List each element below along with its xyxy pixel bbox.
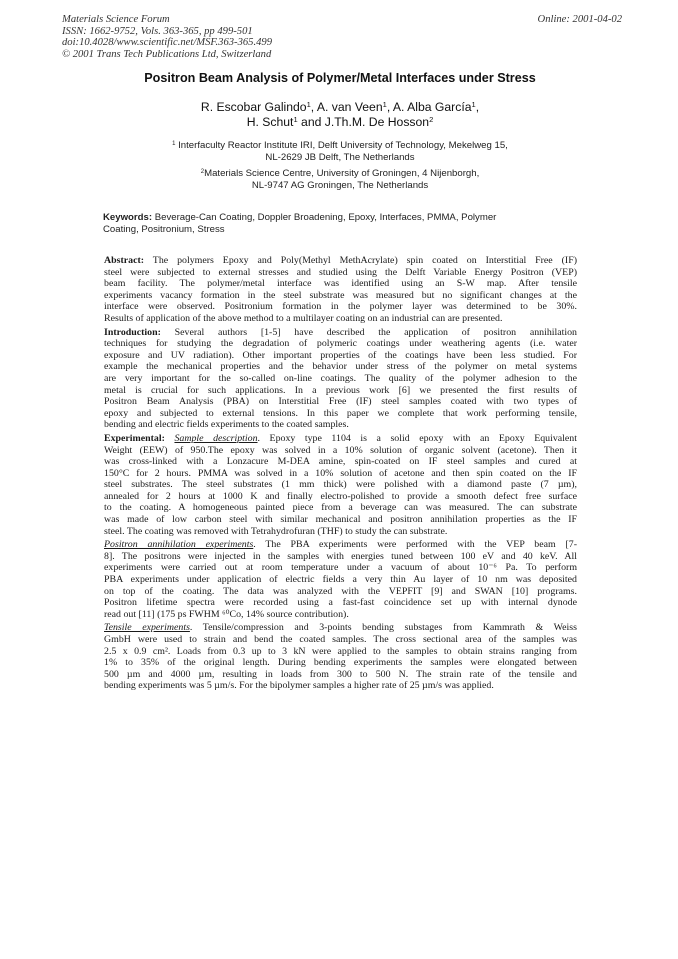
text-line: [104, 551, 577, 563]
author-affiliation-marker: 2: [429, 115, 434, 125]
line-text: 2.5 x 0.9 cm². Loads from 0.3 up to 3 kN were applied to the samples to obtain strains ranging from: [104, 645, 577, 657]
line-text: interface were observed. Positronium formation in the polymer layer was determined to be 30%.: [104, 301, 577, 313]
line-text: 500 µm and 4000 µm, resulting in loads from 300 to 500 N. The strain rate of the tensile and: [104, 668, 577, 680]
paper-title: Positron Beam Analysis of Polymer/Metal Interfaces under Stress: [144, 71, 536, 85]
keywords-block: [103, 212, 533, 236]
affiliation-2: [90, 168, 590, 191]
copyright-line: © 2001 Trans Tech Publications Ltd, Switzerland: [62, 48, 272, 60]
line-text: annealed for 2 hours at 1000 K and finally electro-polished to provide a smooth defect free surface: [104, 490, 577, 502]
body-paragraph: [104, 327, 577, 431]
line-text: Positron lifetime spectra were recorded using a fast-fast coincidence set up with internal dynode: [104, 597, 577, 609]
body-paragraph: [104, 255, 577, 325]
text-line: [104, 622, 577, 634]
doi-line[interactable]: doi:10.4028/www.scientific.net/MSF.363-365.499: [62, 37, 272, 48]
subsection-label: Positron annihilation experiments: [104, 539, 254, 551]
text-line: [104, 597, 577, 609]
text-line: [104, 479, 577, 491]
line-text: example the mechanical properties and the behavior under stress of the polymer on metal systems: [104, 361, 577, 373]
line-text: The polymers Epoxy and Poly(Methyl MethAcrylate) spin coated on Interstitial Free (IF): [144, 255, 577, 266]
author-name: , A. van Veen: [310, 100, 383, 114]
line-text: steel were subjected to external stresses and studied using the Delft Variable Energy Positron (VEP): [104, 266, 577, 278]
affiliation-2-marker: 2: [200, 169, 205, 176]
line-text: experiments were carried out at room temperature under a vacuum of about 10⁻⁶ Pa. To perform: [104, 562, 577, 574]
subsection-label: Sample description: [174, 432, 258, 444]
line-text: 1% to 35% of the original length. During bending experiments the samples were elongated between: [104, 657, 577, 669]
line-text: techniques for studying the degradation of polymeric coatings under weathering agents (i.e. water: [104, 338, 577, 350]
text-line: [104, 634, 577, 646]
line-text: exposure and UV radiation). Other important properties of the coatings have been less studied. For: [104, 349, 577, 361]
author-affiliation-marker: 1: [293, 115, 298, 125]
text-line: [104, 396, 577, 408]
body-paragraph: [104, 622, 577, 692]
text-line: [104, 539, 577, 551]
author-affiliation-marker: 1: [306, 100, 311, 110]
author-name: and J.Th.M. De Hosson: [297, 115, 430, 129]
text-line: [104, 574, 577, 586]
section-label: Experimental:: [104, 432, 165, 444]
line-text: . Tensile/compression and 3-points bending substages from Kammrath & Weiss: [189, 622, 577, 634]
text-line: [104, 646, 577, 658]
line-text: beam facility. The polymer/metal interface was identified using an S-W map. After tensile: [104, 278, 577, 290]
text-line: [104, 313, 577, 325]
section-label: Introduction:: [104, 326, 161, 338]
text-line: [104, 350, 577, 362]
line-text: experiments vacancy formation in the steel substrate was measured but no significant changes at the: [104, 289, 577, 301]
line-text: read out [11] (175 ps FWHM ⁶⁰Co, 14% source contribution).: [104, 608, 349, 620]
text-line: [104, 301, 577, 313]
author-name: , A. Alba García: [386, 100, 472, 114]
text-line: [104, 586, 577, 598]
line-text: . Epoxy type 1104 is a solid epoxy with an Epoxy Equivalent: [257, 432, 577, 444]
text-line: [104, 526, 577, 538]
line-text: . The PBA experiments were performed with the VEP beam [7-: [253, 539, 577, 551]
online-date: Online: 2001-04-02: [537, 14, 622, 25]
line-text: bending experiments was 5 µm/s. For the bipolymer samples a higher rate of 25 µm/s was applied.: [104, 680, 494, 692]
text-line: [104, 669, 577, 681]
line-text: 150°C for 2 hours. PMMA was solved in a 10% solution of acetone and then spin coated on the IF: [104, 467, 577, 479]
text-line: [104, 419, 577, 431]
line-text: Positron Beam Analysis (PBA) on Interstitial Free (IF) steel samples coated with two types of: [104, 396, 577, 408]
text-line: [104, 327, 577, 339]
text-line: [104, 502, 577, 514]
text-line: [104, 290, 577, 302]
line-text: to the coating. A homogeneous painted piece from a beverage can was measured. The can substrate: [104, 502, 577, 514]
line-text: epoxy and subjected to external tensions. In this paper we complete that work performing tensile,: [104, 407, 577, 419]
text-line: [104, 468, 577, 480]
affiliation-2-text-1: Materials Science Centre, University of Groningen, 4 Nijenborgh,: [204, 168, 480, 179]
line-text: Weight (EEW) of 950.The epoxy was solved in a 10% solution of organic solvent (acetone). Then it: [104, 444, 577, 456]
affiliation-1-text-1: Interfaculty Reactor Institute IRI, Delft University of Technology, Mekelweg 15,: [178, 140, 508, 151]
line-text: steel. The coating was removed with Tetrahydrofuran (THF) to study the can substrate.: [104, 525, 448, 537]
affiliation-1-line-2: NL-2629 JB Delft, The Netherlands: [265, 151, 415, 163]
line-text: Results of application of the above method to a multilayer coating on an industrial can are presented.: [104, 312, 503, 324]
line-text: was cross-linked with a Lonzacure M-DEA amine, spin-coated on IF steel samples and cured at: [104, 456, 577, 468]
author-line-1: [90, 100, 590, 115]
keywords-label: Keywords:: [103, 212, 153, 223]
line-text: on top of the coating. The data was analyzed with the VEPFIT [9] and SWAN [10] programs.: [104, 585, 577, 597]
text-line: [104, 514, 577, 526]
line-text: PBA experiments under application of electric fields a very thin Au layer of 10 nm was deposited: [104, 574, 577, 586]
line-text: steel substrates. The steel substrates (1 mm thick) were polished with a diamond paste (7 µm),: [104, 479, 577, 491]
text-line: [104, 562, 577, 574]
text-line: [104, 338, 577, 350]
subsection-label: Tensile experiments: [104, 622, 190, 634]
affiliation-2-line-1: [90, 168, 590, 180]
author-name: R. Escobar Galindo: [200, 100, 307, 114]
section-label: Abstract:: [104, 255, 145, 266]
line-text: was made of low carbon steel with similar mechanical and positron annihilation properties as the IF: [104, 514, 577, 526]
text-line: [104, 491, 577, 503]
issn-line: ISSN: 1662-9752, Vols. 363-365, pp 499-501: [62, 25, 253, 37]
journal-header: [62, 14, 622, 60]
author-line-2: [90, 115, 590, 130]
text-line: [104, 278, 577, 290]
text-line: [104, 657, 577, 669]
affiliation-1-marker: 1: [172, 141, 176, 148]
journal-name: Materials Science Forum: [62, 14, 170, 25]
line-text: Several authors [1-5] have described the application of positron annihilation: [160, 326, 577, 338]
line-text: are very important for the so-called on-line coatings. The quality of the polymer adhesion to the: [104, 372, 577, 384]
affiliation-1-line-1: [90, 140, 590, 152]
text-line: [104, 361, 577, 373]
author-name: ,: [475, 100, 480, 114]
text-line: [104, 255, 577, 267]
keywords-text: Beverage-Can Coating, Doppler Broadening, Epoxy, Interfaces, PMMA, Polymer Coating, Positronium, Stress: [103, 212, 497, 235]
line-text: GmbH were used to strain and bend the coated samples. The cross sectional area of the samples was: [104, 634, 577, 645]
text-line: [104, 433, 577, 445]
text-line: [104, 445, 577, 457]
author-name: H. Schut: [246, 115, 294, 129]
text-line: [104, 267, 577, 279]
body-paragraph: [104, 539, 577, 620]
affiliation-1: [90, 140, 590, 163]
line-text: 8]. The positrons were injected in the samples with energies tuned between 100 eV and 40 keV. All: [104, 550, 577, 562]
affiliation-2-line-2: NL-9747 AG Groningen, The Netherlands: [251, 179, 429, 191]
author-affiliation-marker: 1: [382, 100, 387, 110]
author-affiliation-marker: 1: [471, 100, 476, 110]
line-text: bending and electric fields experiments to the coated samples.: [104, 419, 349, 431]
author-list: [90, 100, 590, 130]
text-line: [104, 609, 577, 621]
body-text: [104, 255, 577, 694]
text-line: [104, 373, 577, 385]
text-line: [104, 385, 577, 397]
text-line: [104, 680, 577, 692]
text-line: [104, 456, 577, 468]
text-line: [104, 408, 577, 420]
line-text: metal is crucial for such applications. In a previous work [6] we presented the first results of: [104, 384, 577, 396]
body-paragraph: [104, 433, 577, 537]
